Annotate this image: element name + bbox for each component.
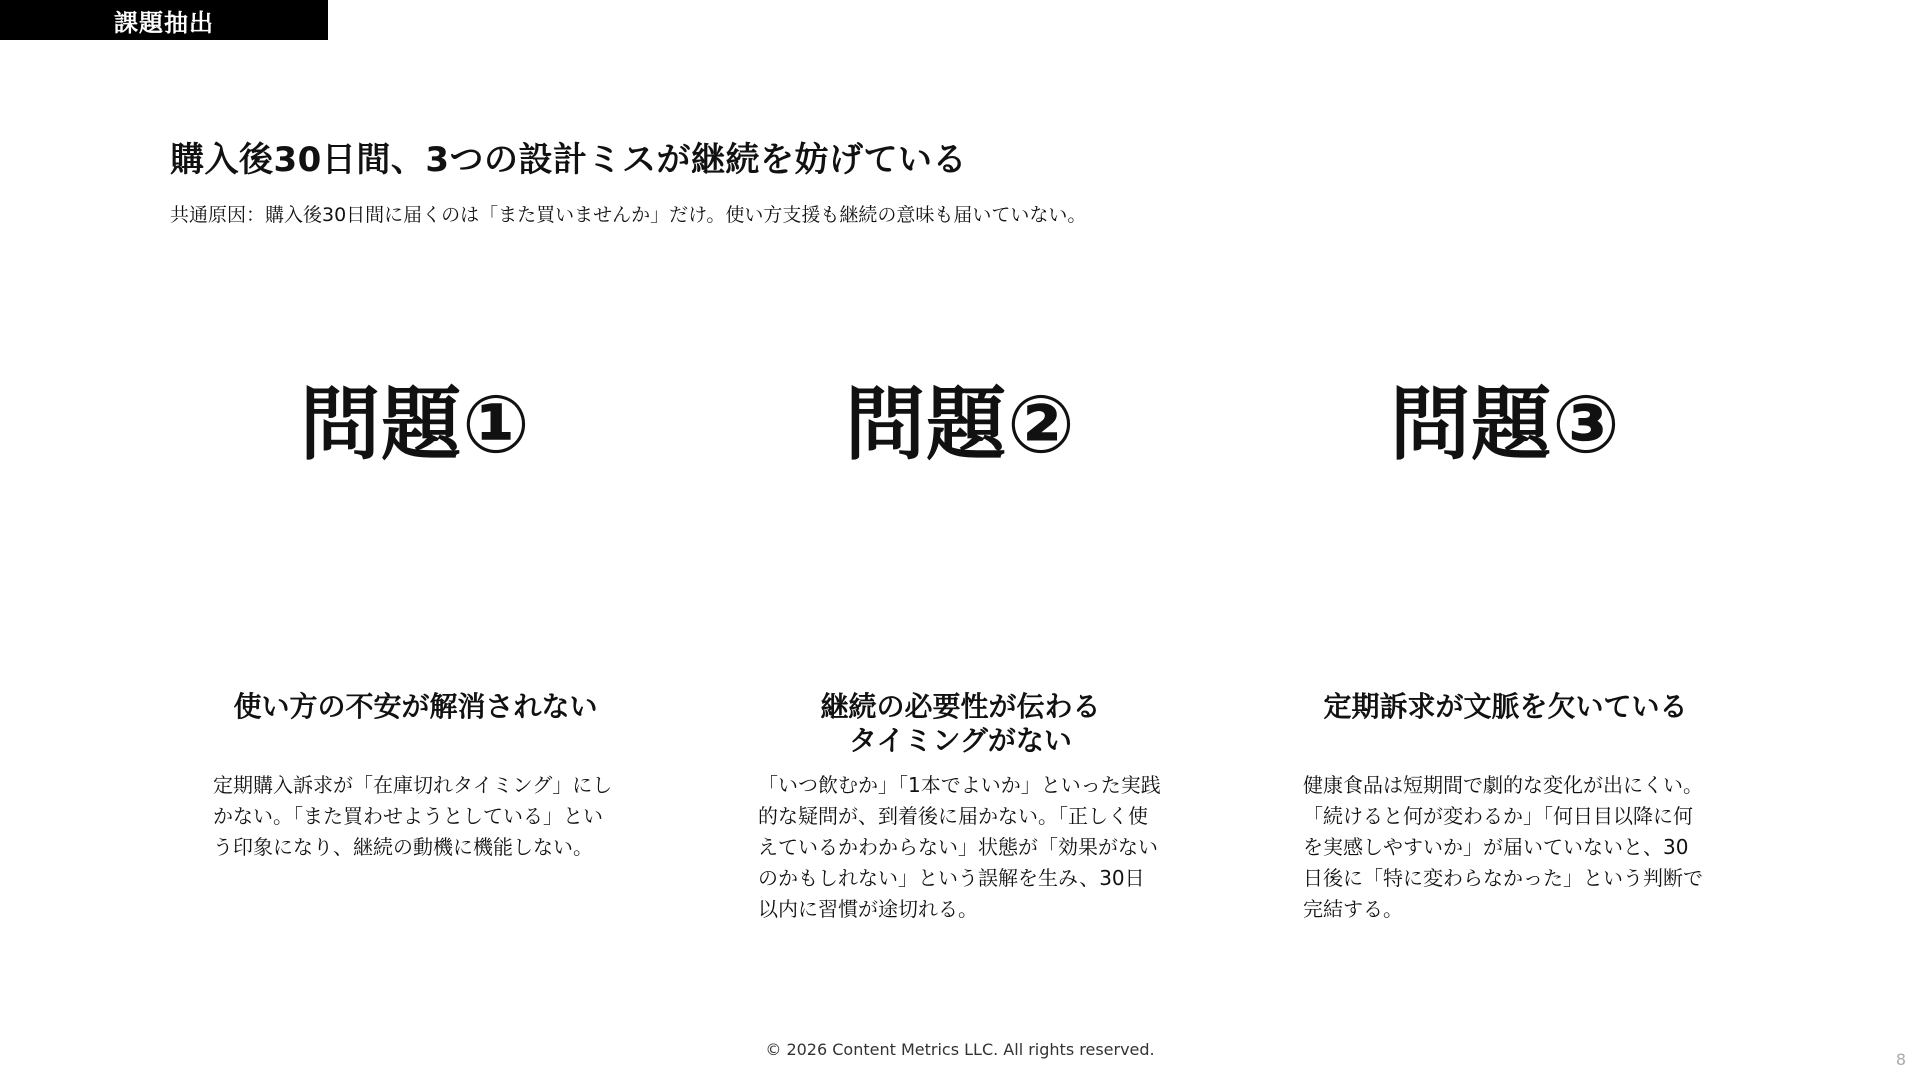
problem-heading: 継続の必要性が伝わる タイミングがない [820, 690, 1101, 757]
problem-column-1 [143, 340, 688, 960]
slide-title: 購入後30日間、3つの設計ミスが継続を妨げている [170, 140, 967, 180]
copyright-footer: © 2026 Content Metrics LLC. All rights reserved. [765, 1040, 1155, 1059]
problem-heading: 使い方の不安が解消されない [233, 690, 598, 723]
problem-number: 問題③ [1390, 378, 1621, 471]
problem-number: 問題② [845, 378, 1076, 471]
section-tag: 課題抽出 [0, 0, 328, 40]
page-number: 8 [1895, 1050, 1906, 1069]
problem-description: 「いつ飲むか」「1本でよいか」といった実践的な疑問が、到着後に届かない。「正しく使えているかわからない」状態が「効果がないのかもしれない」という誤解を生み、30日以内に習慣が途切れる。 [758, 773, 1161, 921]
problem-description: 健康食品は短期間で劇的な変化が出にくい。「続けると何が変わるか」「何日目以降に何を実感しやすいか」が届いていないと、30日後に「特に変わらなかった」という判断で完結する。 [1303, 773, 1703, 921]
problem-number: 問題① [300, 378, 531, 471]
problem-column-3 [1233, 340, 1778, 960]
problem-heading: 定期訴求が文脈を欠いている [1323, 690, 1688, 723]
slide-subtitle: 共通原因：購入後30日間に届くのは「また買いませんか」だけ。使い方支援も継続の意味も届いていない。 [170, 204, 1087, 226]
problem-column-2 [688, 340, 1233, 960]
problem-description: 定期購入訴求が「在庫切れタイミング」にしかない。「また買わせようとしている」という印象になり、継続の動機に機能しない。 [213, 773, 613, 859]
